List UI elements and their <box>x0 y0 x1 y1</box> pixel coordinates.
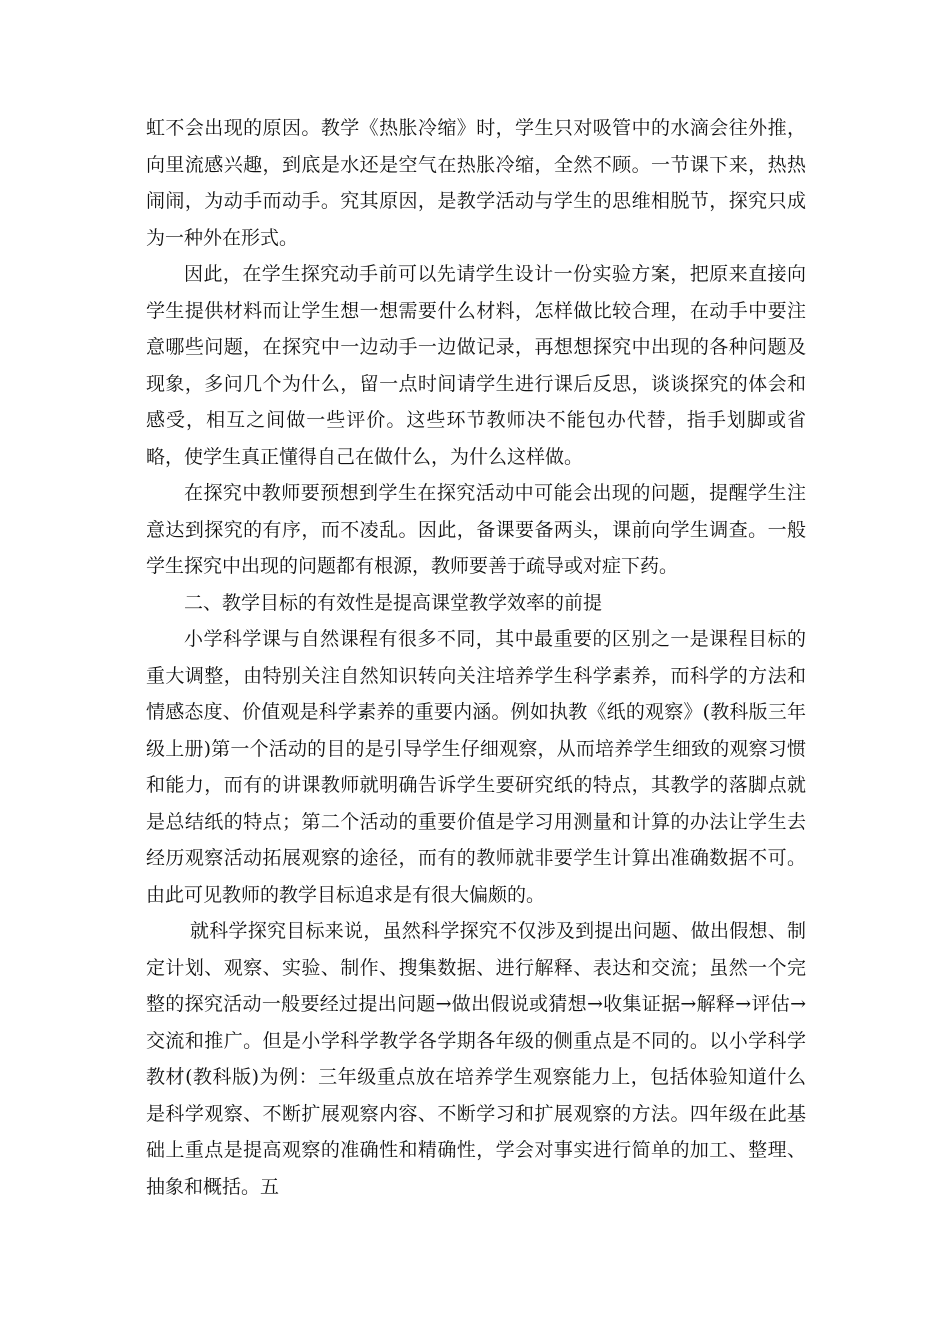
document-body <box>146 110 806 1205</box>
paragraph-curriculum-goals: 小学科学课与自然课程有很多不同，其中最重要的区别之一是课程目标的重大调整，由特别关注自然知识转向关注培养学生科学素养，而科学的方法和情感态度、价值观是科学素养的重要内涵。例如执教《纸的观察》(教科版三年级上册)第一个活动的目的是引导学生仔细观察，从而培养学生细致的观察习惯和能力，而有的讲课教师就明确告诉学生要研究纸的特点，其教学的落脚点就是总结纸的特点；第二个活动的重要价值是学习用测量和计算的办法让学生去经历观察活动拓展观察的途径，而有的教师就非要学生计算出准确数据不可。由此可见教师的教学目标追求是有很大偏颇的。 <box>146 628 806 906</box>
paragraph-experiment-design: 因此，在学生探究动手前可以先请学生设计一份实验方案，把原来直接向学生提供材料而让学生想一想需要什么材料，怎样做比较合理，在动手中要注意哪些问题，在探究中一边动手一边做记录，再想想探究中出现的各种问题及现象，多问几个为什么，留一点时间请学生进行课后反思，谈谈探究的体会和感受，相互之间做一些评价。这些环节教师决不能包办代替，指手划脚或省略，使学生真正懂得自己在做什么，为什么这样做。 <box>146 263 806 468</box>
paragraph-anticipate-problems: 在探究中教师要预想到学生在探究活动中可能会出现的问题，提醒学生注意达到探究的有序，而不凌乱。因此，备课要备两头，课前向学生调查。一般学生探究中出现的问题都有根源，教师要善于疏导或对症下药。 <box>146 482 806 577</box>
paragraph-inquiry-goals: 就科学探究目标来说，虽然科学探究不仅涉及到提出问题、做出假想、制定计划、观察、实验、制作、搜集数据、进行解释、表达和交流；虽然一个完整的探究活动一般要经过提出问题→做出假说或猜想→收集证据→解释→评估→交流和推广。但是小学科学教学各学期各年级的侧重点是不同的。以小学科学教材(教科版)为例：三年级重点放在培养学生观察能力上，包括体验知道什么是科学观察、不断扩展观察内容、不断学习和扩展观察的方法。四年级在此基础上重点是提高观察的准确性和精确性，学会对事实进行简单的加工、整理、抽象和概括。五 <box>146 920 806 1198</box>
paragraph-heat-expansion-example: 虹不会出现的原因。教学《热胀冷缩》时，学生只对吸管中的水滴会往外推，向里流感兴趣，到底是水还是空气在热胀冷缩，全然不顾。一节课下来，热热闹闹，为动手而动手。究其原因，是教学活动与学生的思维相脱节，探究只成为一种外在形式。 <box>146 117 806 249</box>
section-heading-teaching-goals: 二、教学目标的有效性是提高课堂教学效率的前提 <box>184 591 603 614</box>
